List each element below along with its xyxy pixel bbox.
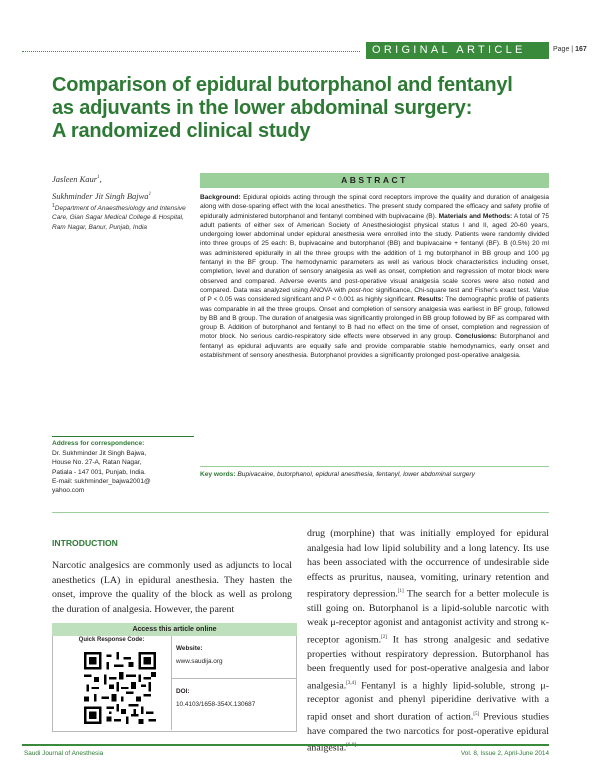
abstract-heading: ABSTRACT	[341, 175, 408, 185]
citation-link[interactable]: [3,4]	[346, 680, 356, 686]
page-number: Page | 167	[553, 46, 587, 53]
correspondence-rule	[52, 436, 194, 437]
header-rule	[22, 51, 360, 52]
abstract-body: Background: Epidural opioids acting through the spinal cord receptors improve the quality and duration of analgesia along with dose-sparing effect with the local anesthetics. The present study compared the efficacy and safety profile of epidurally administered butorphanol and fentanyl combined with bupivacaine (B). Materials and Methods: A total of 75 adult patients of either sex of American Society of Anesthesiologist physical status I and II, aged 20-60 years, undergoing lower abdominal under epidural anesthesia were enrolled into the study. Patients were randomly divided into three groups of 25 each: B, bupivacaine and butorphanol (BB) and bupivacaine + fentanyl (BF). B (0.5%) 20 ml was administered epidurally in all the three groups with the addition of 1 mg butorphanol in BB group and 100 μg fentanyl in the BF group. The hemodynamic parameters as well as various block characteristics including onset, completion, level and duration of sensory analgesia as well as onset, completion and regression of motor block were observed and compared. Adverse events and post-operative visual analgesia scale scores were also noted and compared. Data was analyzed using ANOVA with post-hoc significance, Chi-square test and Fisher's exact test. Value of P < 0.05 was considered significant and P < 0.001 as highly significant. Results: The demographic profile of patients was comparable in all the three groups. Onset and completion of sensory analgesia was earliest in BF group, followed by BB and B group. The duration of analgesia was significantly prolonged in BB group followed by BF as compared with group B. Addition of butorphanol and fentanyl to B had no effect on the time of onset, completion and regression of motor block. No serious cardio-respiratory side effects were observed in any group. Conclusions: Butorphanol and fentanyl as epidural adjuvants are equally safe and provide comparable stable hemodynamics, early onset and establishment of sensory anesthesia. Butorphanol provides a significantly prolonged post-operative analgesia.	[200, 194, 550, 360]
title-line-2: as adjuvants in the lower abdominal surgery:	[52, 97, 473, 119]
issue-info: Vol. 8, Issue 2, April-June 2014	[460, 750, 549, 757]
section-label: ORIGINAL ARTICLE	[372, 44, 526, 56]
website-link[interactable]: www.saudija.org	[176, 658, 223, 665]
author-2: Sukhminder Jit Singh Bajwa$^1$	[52, 190, 152, 201]
citation-link[interactable]: [2]	[381, 634, 387, 640]
abstract-conclusions-label: Conclusions:	[455, 333, 497, 341]
access-divider	[171, 636, 172, 730]
affiliation: $^1$Department of Anaesthesiology and Intensive Care, Gian Sagar Medical College & Hospital, Ram Nagar, Banur, Punjab, India	[52, 203, 186, 231]
doi-label: DOI:	[176, 688, 190, 695]
abstract-methods-label: Materials and Methods:	[438, 212, 513, 220]
body-column-2: drug (morphine) that was initially employed for epidural analgesia had low lipid solubility and a long latency. Its use has been associated with the occurrence of undesirable side effects as pruritus, nausea, vomiting, urinary retention and respiratory depression.[1] The search for a better molecule is still going on. Butorphanol is a lipid-soluble narcotic with weak μ-receptor agonist and antagonist activity and strong κ-receptor agonism.[2] It has strong analgesic and sedative properties without respiratory depression. Butorphanol has been frequently used for post-operative analgesia and labor analgesia.[3,4] Fentanyl is a highly lipid-soluble, strong μ-receptor agonist and phenyl piperidine derivative with a rapid onset and short duration of action.[5] Previous studies have compared the two narcotics for post-operative epidural analgesia.[6-8]	[307, 528, 550, 754]
citation-link[interactable]: [1]	[397, 589, 404, 594]
citation-link[interactable]: [6-8]	[346, 743, 357, 749]
qr-label: Quick Response Code:	[78, 637, 145, 643]
correspondence-email[interactable]: E-mail: sukhminder_bajwa2001@	[52, 477, 151, 485]
website-label: Website:	[176, 645, 203, 652]
section-divider	[52, 512, 549, 513]
keywords: Key words: Bupivacaine, butorphanol, epidural anesthesia, fentanyl, lower abdominal surgery	[200, 471, 475, 478]
article-title	[52, 74, 562, 143]
doi-link[interactable]: 10.4103/1658-354X.130687	[176, 701, 256, 708]
title-line-1: Comparison of epidural butorphanol and fentanyl	[52, 74, 513, 96]
abstract-results-label: Results:	[417, 296, 444, 304]
author-1: Jasleen Kaur$^1$,	[52, 173, 102, 184]
correspondence-address: Dr. Sukhminder Jit Singh Bajwa, House No. 27-A, Ratan Nagar, Patiala - 147 001, Punjab, India. E-mail: sukhminder_bajwa2001@ yahoo.com	[52, 449, 196, 495]
journal-name: Saudi Journal of Anesthesia	[24, 750, 104, 757]
correspondence-heading: Address for correspondence:	[52, 440, 145, 447]
access-heading: Access this article online	[52, 623, 297, 636]
abstract-background-label: Background:	[200, 194, 241, 201]
introduction-heading: INTRODUCTION	[52, 538, 118, 548]
title-line-3: A randomized clinical study	[52, 120, 311, 142]
access-divider	[171, 678, 296, 679]
abstract-divider	[200, 466, 549, 467]
author-list	[52, 170, 182, 204]
qr-code-icon[interactable]	[84, 652, 156, 724]
citation-link[interactable]: [5]	[473, 711, 480, 717]
introduction-paragraph: Narcotic analgesics are commonly used as adjuncts to local anesthetics (LA) in epidural anesthesia. They hasten the onset, improve the quality of the block as well as prolong the duration of analgesia. However, the parent	[52, 560, 292, 615]
